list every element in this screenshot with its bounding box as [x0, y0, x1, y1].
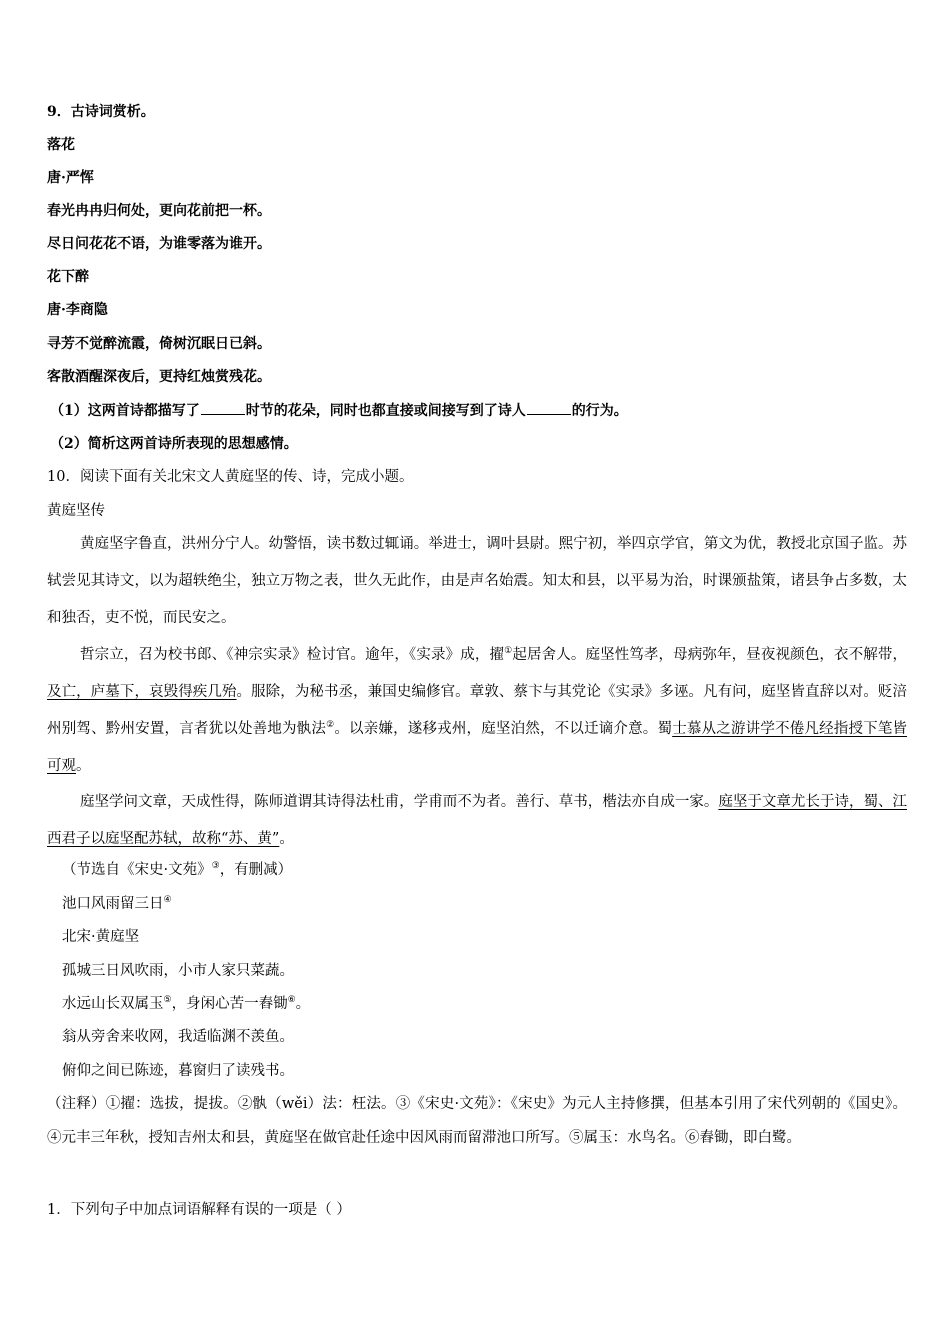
poem3-line2: [62, 994, 310, 1014]
footnote-mark: ④: [163, 895, 172, 906]
poem2-line1: 寻芳不觉醉流霞，倚树沉眠日已斜。: [47, 336, 271, 352]
poem1-author: 唐·严恽: [47, 170, 94, 186]
poem3-line3: 翁从旁舍来收网，我适临渊不羡鱼。: [62, 1029, 294, 1045]
bio-title: 黄庭坚传: [47, 503, 105, 519]
p2-text-e: 。: [76, 758, 91, 774]
p2-text-d: 。以亲嫌，遂移戎州，庭坚泊然，不以迁谪介意。蜀: [334, 721, 673, 737]
source-note: [62, 860, 292, 880]
poem3-title-text: 池口风雨留三日: [62, 896, 164, 912]
poem2-author: 唐·李商隐: [47, 302, 108, 318]
p3-text-b: 。: [279, 831, 294, 847]
poem3-line4: 俯仰之间已陈迹，暮窗归了读残书。: [62, 1063, 294, 1079]
bio-paragraph-3: [47, 784, 907, 858]
p2-text-c: 。服除，为秘书丞，兼国史编修官。章敦、蔡卞与其党论《实录》多诬。凡有问，庭坚皆直辞以对。贬涪州别驾、黔州安置，言者犹以处善地为骫法: [47, 684, 908, 737]
q9-sub1: [50, 400, 628, 421]
footnote-mark: ⑤: [163, 995, 172, 1006]
bio-paragraph-2: [47, 637, 907, 785]
poem3-line2-c: 。: [295, 996, 311, 1012]
poem3-line2-a: 水远山长双属玉: [62, 996, 164, 1012]
poem3-line1: 孤城三日风吹雨，小市人家只菜蔬。: [62, 963, 294, 979]
q9-sub1-part-a: （1）这两首诗都描写了: [50, 403, 200, 419]
bio-paragraph-1: 黄庭坚字鲁直，洪州分宁人。幼警悟，读书数过辄诵。举进士，调叶县尉。熙宁初，举四京学官，第文为优，教授北京国子监。苏轼尝见其诗文，以为超轶绝尘，独立万物之表，世久无此作，由是声名始震。知太和县，以平易为治，时课颁盐策，诸县争占多数，太和独否，吏不悦，而民安之。: [47, 536, 907, 626]
poem3-author: 北宋·黄庭坚: [62, 929, 140, 945]
poem2-line2: 客散酒醒深夜后，更持红烛赏残花。: [47, 369, 271, 385]
footnote-mark: ②: [326, 720, 335, 731]
p2-text-a: 哲宗立，召为校书郎、《神宗实录》检讨官。逾年，《实录》成，擢: [80, 647, 505, 663]
q10-intro: 10．阅读下面有关北宋文人黄庭坚的传、诗，完成小题。: [47, 469, 414, 485]
q9-sub2: （2）简析这两首诗所表现的思想感情。: [50, 436, 298, 452]
q9-sub1-part-c: 的行为。: [571, 403, 628, 419]
p3-text-a: 庭坚学问文章，天成性得，陈师道谓其诗得法杜甫，学甫而不为者。善行、草书，楷法亦自成一家。: [80, 794, 719, 810]
footnote-mark: ③: [211, 861, 220, 872]
answer-blank-1[interactable]: [201, 400, 245, 415]
underlined-sentence-3: 庭坚于文章尤长于诗，蜀、江西君子以庭坚配苏轼，故称“苏、黄”: [47, 794, 907, 847]
annotation-notes: （注释）①擢：选拔，提拔。②骫（wěi）法：枉法。③《宋史·文苑》：《宋史》为元人主持修撰，但基本引用了宋代列朝的《国史》。④元丰三年秋，授知吉州太和县，黄庭坚在做官赴任途中因风雨而留滞池口所写。⑤属玉：水鸟名。⑥舂锄，即白鹭。: [47, 1096, 907, 1146]
poem1-line1: 春光冉冉归何处，更向花前把一杯。: [47, 203, 271, 219]
q10-sub1: 1．下列句子中加点词语解释有误的一项是（ ）: [47, 1202, 351, 1218]
poem3-line2-b: ，身闲心苦一舂锄: [171, 996, 288, 1012]
poem1-title: 落花: [47, 137, 75, 153]
poem3-title: [62, 894, 172, 914]
source-text-b: ，有删减）: [219, 862, 293, 878]
poem2-title: 花下醉: [47, 269, 89, 285]
underlined-sentence-1: 及亡，庐墓下，哀毁得疾几殆: [47, 684, 237, 700]
q9-title: 9．古诗词赏析。: [47, 104, 155, 120]
footnote-mark: ①: [504, 646, 513, 657]
p2-text-b: 起居舍人。庭坚性笃孝，母病弥年，昼夜视颜色，衣不解带，: [512, 647, 907, 663]
source-text-a: （节选自《宋史·文苑》: [62, 862, 212, 878]
footnote-mark: ⑥: [287, 995, 296, 1006]
q9-sub1-part-b: 时节的花朵，同时也都直接或间接写到了诗人: [245, 403, 526, 419]
answer-blank-2[interactable]: [527, 400, 571, 415]
underlined-sentence-2: 士慕从之游讲学不倦凡经指授下笔皆可观: [47, 721, 908, 774]
poem1-line2: 尽日问花花不语，为谁零落为谁开。: [47, 236, 271, 252]
